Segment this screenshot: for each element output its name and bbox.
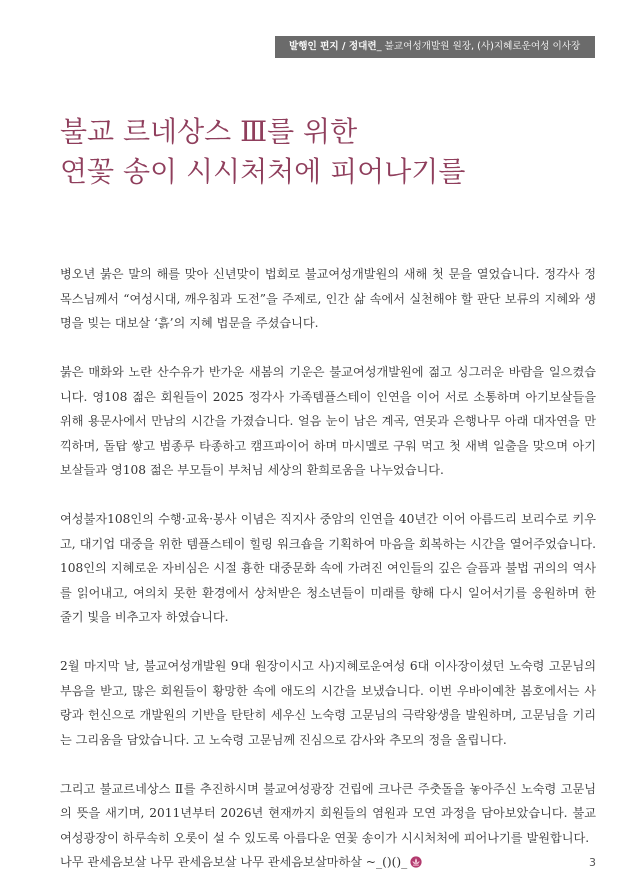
title-line-1: 불교 르네상스 Ⅲ를 위한 [60,115,358,148]
header-affiliation: _ 불교여성개발원 원장, (사)지혜로운여성 이사장 [376,41,581,52]
title-line-2: 연꽃 송이 시시처처에 피어나기를 [60,155,466,188]
page-number: 3 [589,856,596,869]
header-label: 발행인 편지 [289,41,339,52]
paragraph: 붉은 매화와 노란 산수유가 반가운 새봄의 기운은 불교여성개발원에 젊고 싱그러운 바람을 일으켰습니다. 영108 젊은 회원들이 2025 정각사 가족템플스테이 인연을 이어 서로 소통하며 아기보살들을 위해 용문사에서 만남의 시간을 가졌습니다. 얼음 눈이 남은 계곡, 연못과 은행나무 아래 대자연을 만끽하며, 돌탑 쌓고 범종루 타종하고 캠프파이어 하며 마시멜로 구워 먹고 첫 새벽 일출을 맞으며 아기보살들과 영108 젊은 부모들이 부처님 세상의 환희로움을 나누었습니다. [60,365,596,477]
article-title [60,112,465,192]
header-bar [275,36,595,58]
paragraph: 병오년 붉은 말의 해를 맞아 신년맞이 법회로 불교여성개발원의 새해 첫 문을 열었습니다. 정각사 정목스님께서 “여성시대, 깨우침과 도전”을 주제로, 인간 삶 속에서 실천해야 할 판단 보류의 지혜와 생명을 빚는 대보살 ‘흙’의 지혜 법문을 주셨습니다. [60,267,596,330]
paragraph: 여성불자108인의 수행·교육·봉사 이념은 직지사 중암의 인연을 40년간 이어 아름드리 보리수로 키우고, 대기업 대중을 위한 템플스테이 힐링 워크숍을 기획하여 마음을 회복하는 시간을 열어주었습니다. 108인의 지혜로운 자비심은 시절 흉한 대중문화 속에 가려진 여인들의 깊은 슬픔과 불법 귀의의 역사를 읽어내고, 여의치 못한 환경에서 상처받은 청소년들이 미래를 향해 다시 일어서기를 응원하며 한 줄기 빛을 비추고자 하였습니다. [60,512,596,624]
header-author: 정대련 [348,41,377,52]
lotus-icon [410,856,422,868]
header-separator: / [338,41,349,52]
paragraph: 2월 마지막 날, 불교여성개발원 9대 원장이시고 사)지혜로운여성 6대 이사장이셨던 노숙령 고문님의 부음을 받고, 많은 회원들이 황망한 속에 애도의 시간을 보냈습니다. 이번 우바이예찬 봄호에서는 사랑과 헌신으로 개발원의 기반을 탄탄히 세우신 노숙령 고문님의 극락왕생을 발원하며, 고문님을 기리는 그리움을 담았습니다. 고 노숙령 고문님께 진심으로 감사와 추모의 정을 올립니다. [60,659,596,747]
paragraph-text: 그리고 불교르네상스 Ⅱ를 추진하시며 불교여성광장 건립에 크나큰 주춧돌을 놓아주신 노숙령 고문님의 뜻을 새기며, 2011년부터 2026년 현재까지 회원들의 염원과 모연 과정을 담아보았습니다. 불교여성광장이 하루속히 오롯이 설 수 있도록 아름다운 연꽃 송이가 시시처처에 피어나기를 발원합니다. [60,781,596,845]
paragraph [60,777,596,875]
article-body [60,262,596,875]
closing-prayer: 나무 관세음보살 나무 관세음보살 나무 관세음보살마하살 ~_()()_ [60,855,408,869]
